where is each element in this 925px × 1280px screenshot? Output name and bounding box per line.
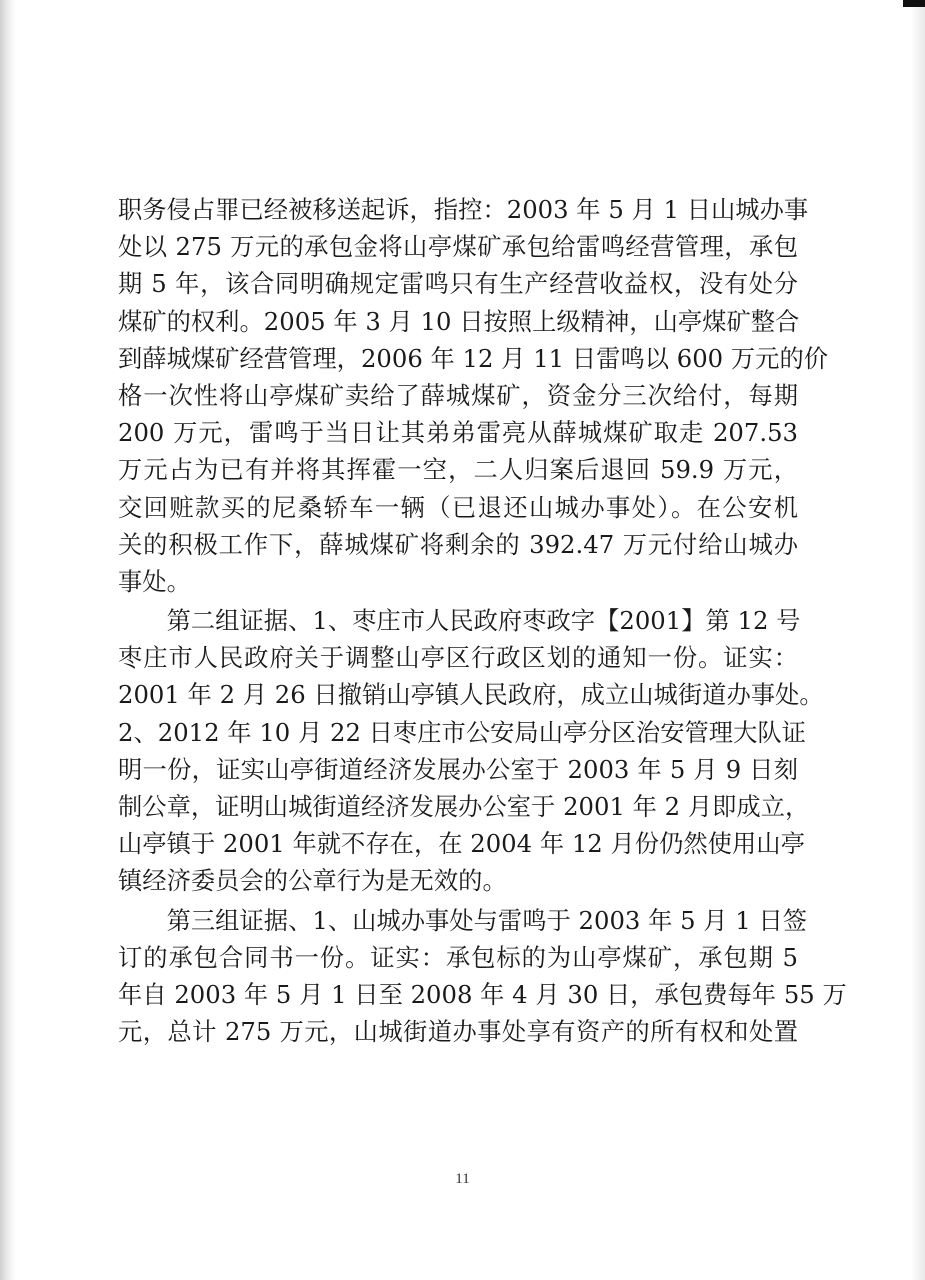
text-line: 枣庄市人民政府关于调整山亭区行政区划的通知一份。证实： [118, 643, 798, 673]
page-number: 11 [455, 1171, 470, 1187]
text-line: 山亭镇于 2001 年就不存在，在 2004 年 12 月份仍然使用山亭 [118, 829, 805, 859]
scan-left-edge [0, 0, 16, 1280]
scan-right-edge [911, 0, 925, 1280]
body-text [118, 191, 847, 1050]
text-line: 明一份，证实山亭街道经济发展办公室于 2003 年 5 月 9 日刻 [118, 754, 798, 784]
text-line: 到薛城煤矿经营管理，2006 年 12 月 11 日雷鸣以 600 万元的价 [118, 343, 829, 373]
text-line: 关的积极工作下，薛城煤矿将剩余的 392.47 万元付给山城办 [118, 529, 798, 559]
text-line: 2、2012 年 10 月 22 日枣庄市公安局山亭分区治安管理大队证 [118, 717, 806, 747]
text-line: 订的承包合同书一份。证实：承包标的为山亭煤矿，承包期 5 [118, 942, 798, 972]
text-line: 第二组证据、1、枣庄市人民政府枣政字【2001】第 12 号 [118, 606, 801, 636]
scan-corner-mark [903, 0, 925, 7]
text-line: 制公章，证明山城街道经济发展办公室于 2001 年 2 月即成立， [118, 792, 810, 821]
text-line: 第三组证据、1、山城办事处与雷鸣于 2003 年 5 月 1 日签 [118, 905, 808, 935]
text-line: 镇经济委员会的公章行为是无效的。 [118, 866, 507, 896]
text-line: 元，总计 275 万元，山城街道办事处享有资产的所有权和处置 [118, 1017, 798, 1047]
paragraph-2 [118, 602, 824, 900]
text-line: 200 万元，雷鸣于当日让其弟弟雷亮从薛城煤矿取走 207.53 [118, 418, 798, 448]
text-line: 处以 275 万元的承包金将山亭煤矿承包给雷鸣经营管理，承包 [118, 232, 798, 262]
paragraph-1 [118, 191, 829, 600]
text-line: 煤矿的权利。2005 年 3 月 10 日按照上级精神，山亭煤矿整合 [118, 306, 800, 336]
text-line: 年自 2003 年 5 月 1 日至 2008 年 4 月 30 日，承包费每年 55 万 [118, 979, 847, 1009]
text-line: 事处。 [118, 566, 191, 596]
paragraph-3 [118, 902, 847, 1051]
text-line: 交回赃款买的尼桑轿车一辆（已退还山城办事处）。在公安机 [118, 492, 798, 522]
text-line: 万元占为已有并将其挥霍一空，二人归案后退回 59.9 万元， [118, 455, 798, 485]
text-line: 2001 年 2 月 26 日撤销山亭镇人民政府，成立山城街道办事处。 [118, 680, 824, 710]
text-line: 格一次性将山亭煤矿卖给了薛城煤矿，资金分三次给付，每期 [118, 380, 798, 410]
text-line: 期 5 年，该合同明确规定雷鸣只有生产经营收益权，没有处分 [118, 269, 798, 299]
text-line: 职务侵占罪已经被移送起诉，指控：2003 年 5 月 1 日山城办事 [118, 195, 809, 224]
